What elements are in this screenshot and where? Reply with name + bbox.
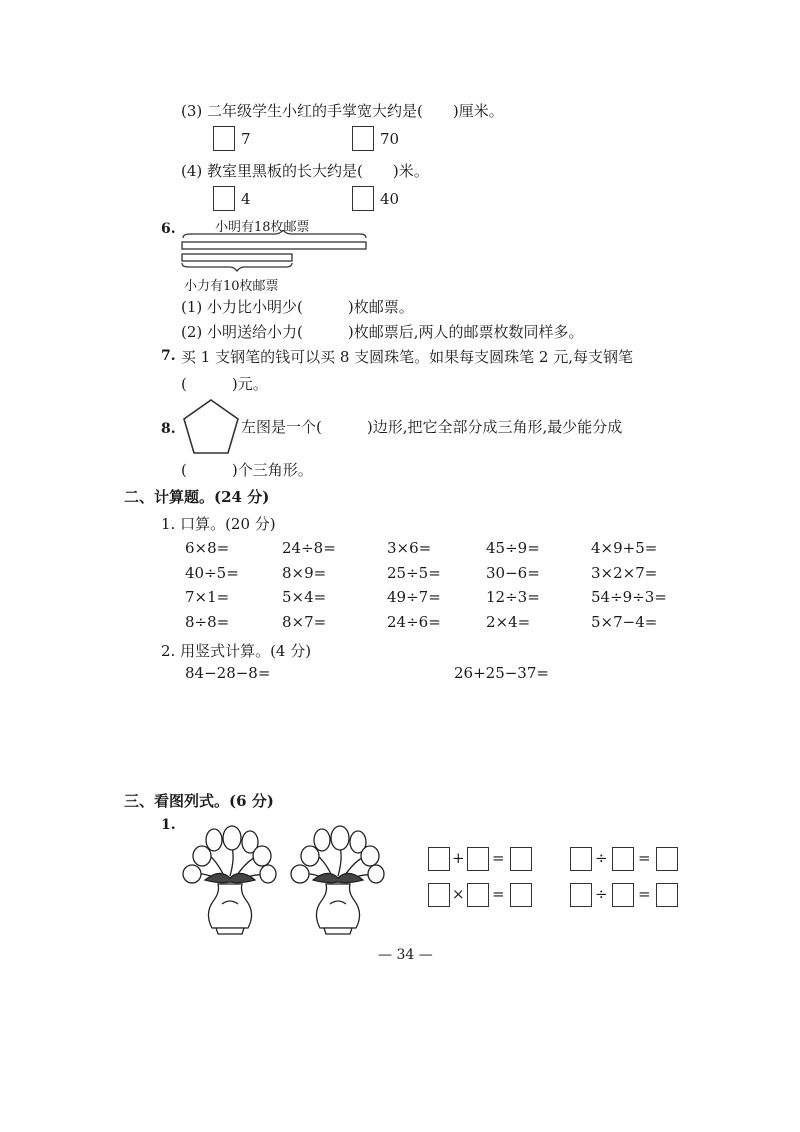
operator-sign: ÷ [595, 849, 608, 867]
answer-box[interactable] [570, 883, 592, 907]
math-problem: 8÷8= [185, 613, 230, 631]
answer-box[interactable] [612, 847, 634, 871]
subsection-heading: 2. 用竖式计算。(4 分) [161, 642, 312, 660]
math-problem: 5×7−4= [591, 613, 658, 631]
vertical-calc-problem: 84−28−8= [185, 664, 271, 682]
question-number: 1. [161, 817, 176, 833]
answer-box[interactable] [510, 883, 532, 907]
page-number: — 34 — [378, 947, 433, 963]
flower-vase-image [180, 818, 280, 940]
answer-box[interactable] [428, 847, 450, 871]
equals-sign: = [638, 849, 651, 867]
math-problem: 12÷3= [486, 588, 540, 606]
bar-label-top: 小明有18枚邮票 [215, 220, 310, 235]
answer-box[interactable] [612, 883, 634, 907]
option-label: 4 [241, 190, 251, 208]
math-problem: 6×8= [185, 539, 230, 557]
section-heading: 三、看图列式。(6 分) [124, 792, 274, 810]
pentagon-figure [181, 397, 241, 457]
question-8-line2: ( )个三角形。 [181, 461, 313, 479]
math-problem: 45÷9= [486, 539, 540, 557]
answer-box[interactable] [656, 847, 678, 871]
option-label: 7 [241, 130, 251, 148]
math-problem: 5×4= [282, 588, 327, 606]
question-number: 8. [161, 421, 176, 437]
option-label: 70 [380, 130, 400, 148]
answer-box[interactable] [428, 883, 450, 907]
question-number: 7. [161, 348, 176, 364]
math-problem: 8×9= [282, 564, 327, 582]
math-problem: 30−6= [486, 564, 540, 582]
math-problem: 4×9+5= [591, 539, 658, 557]
subsection-heading: 1. 口算。(20 分) [161, 515, 276, 533]
question-5-3: (3) 二年级学生小红的手掌宽大约是( )厘米。 [181, 102, 504, 120]
answer-checkbox[interactable] [352, 126, 374, 151]
math-problem: 3×2×7= [591, 564, 658, 582]
math-problem: 2×4= [486, 613, 531, 631]
question-7-line2: ( )元。 [181, 375, 268, 393]
section-heading: 二、计算题。(24 分) [124, 488, 270, 506]
answer-box[interactable] [467, 883, 489, 907]
answer-box[interactable] [656, 883, 678, 907]
equals-sign: = [492, 849, 505, 867]
math-problem: 40÷5= [185, 564, 239, 582]
question-7-line1: 买 1 支钢笔的钱可以买 8 支圆珠笔。如果每支圆珠笔 2 元,每支钢笔 [181, 348, 634, 366]
option-label: 40 [380, 190, 400, 208]
question-6-2: (2) 小明送给小力( )枚邮票后,两人的邮票枚数同样多。 [181, 323, 584, 341]
flower-vase-image [288, 818, 388, 940]
math-problem: 24÷6= [387, 613, 441, 631]
answer-box[interactable] [570, 847, 592, 871]
answer-box[interactable] [467, 847, 489, 871]
math-problem: 7×1= [185, 588, 230, 606]
operator-sign: + [452, 849, 465, 867]
operator-sign: × [452, 885, 465, 903]
equals-sign: = [492, 885, 505, 903]
math-problem: 3×6= [387, 539, 432, 557]
math-problem: 54÷9÷3= [591, 588, 667, 606]
operator-sign: ÷ [595, 885, 608, 903]
question-8-line1: 左图是一个( )边形,把它全部分成三角形,最少能分成 [241, 418, 623, 436]
answer-checkbox[interactable] [352, 186, 374, 211]
question-5-4: (4) 教室里黑板的长大约是( )米。 [181, 162, 429, 180]
math-problem: 8×7= [282, 613, 327, 631]
question-number: 6. [161, 221, 176, 237]
question-6-1: (1) 小力比小明少( )枚邮票。 [181, 298, 414, 316]
math-problem: 24÷8= [282, 539, 336, 557]
math-problem: 49÷7= [387, 588, 441, 606]
answer-box[interactable] [510, 847, 532, 871]
bar-label-bottom: 小力有10枚邮票 [184, 279, 279, 294]
answer-checkbox[interactable] [213, 186, 235, 211]
stamp-bar-diagram [180, 230, 370, 272]
vertical-calc-problem: 26+25−37= [454, 664, 549, 682]
equals-sign: = [638, 885, 651, 903]
math-problem: 25÷5= [387, 564, 441, 582]
answer-checkbox[interactable] [213, 126, 235, 151]
